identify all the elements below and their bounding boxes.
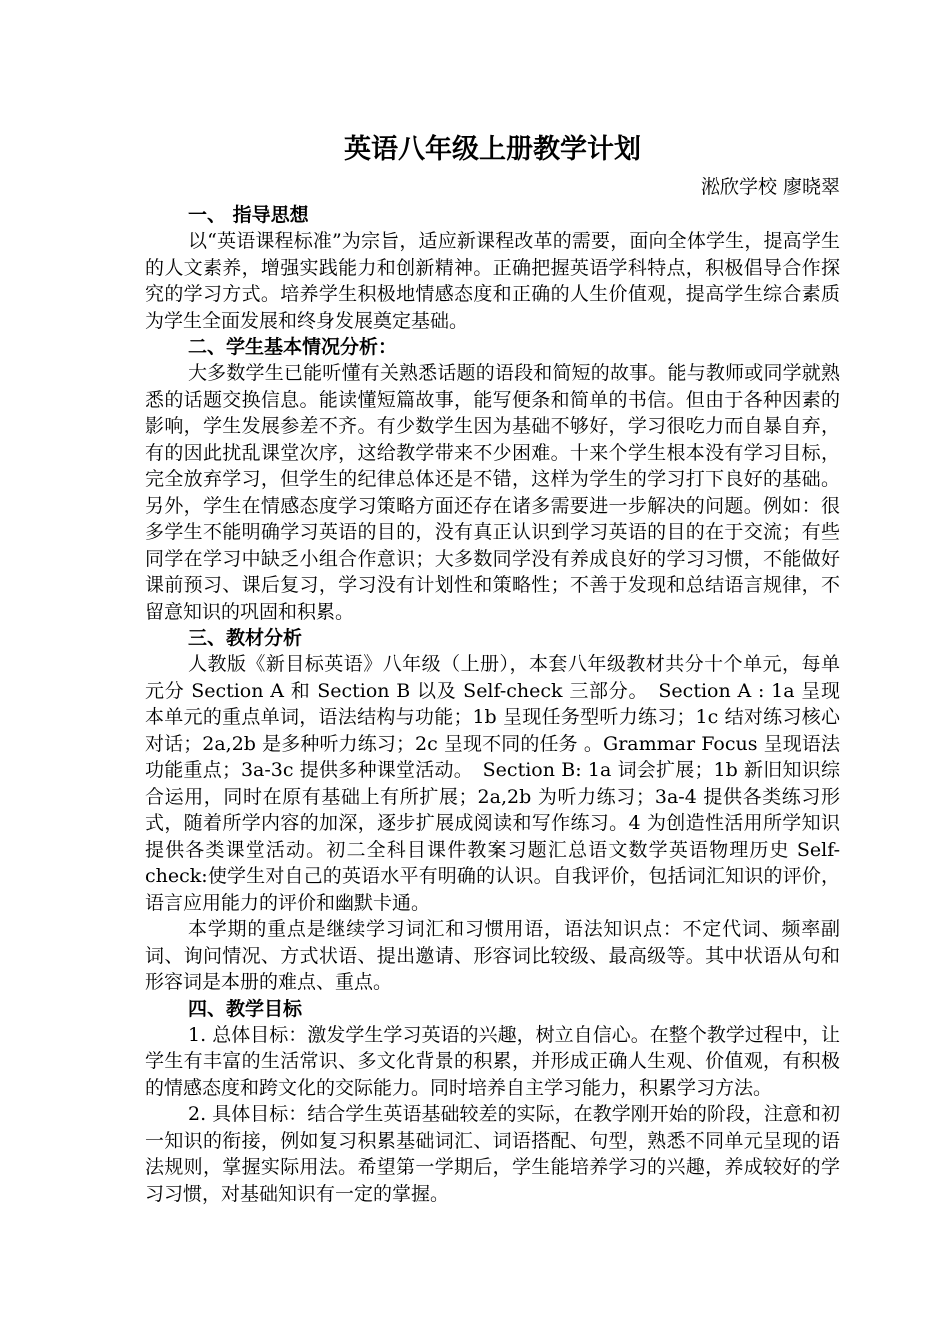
paragraph: 2. 具体目标：结合学生英语基础较差的实际，在教学刚开始的阶段，注意和初一知识的衔接，例如复习积累基础词汇、词语搭配、句型，熟悉不同单元呈现的语法规则，掌握实际用法。希望第一学期后，学生能培养学习的兴趣，养成较好的学习习惯，对基础知识有一定的掌握。 [145,1103,840,1205]
paragraph: 本学期的重点是继续学习词汇和习惯用语，语法知识点：不定代词、频率副词、询问情况、方式状语、提出邀请、形容词比较级、最高级等。其中状语从句和形容词是本册的难点、重点。 [145,918,840,993]
paragraph: 人教版《新目标英语》八年级（上册），本套八年级教材共分十个单元，每单元分 Section A 和 Section B 以及 Self-check 三部分。 Section A : 1a 呈现本单元的重点单词，语法结构与功能；1b 呈现任务型听力练习；1c 结对练习核心对话；2a,2b 是多种听力练习；2c 呈现不同的任务 。Grammar Focus 呈现语法功能重点；3a-3c 提供多种课堂活动。 Section B: 1a 词会扩展；1b 新旧知识综合运用，同时在原有基础上有所扩展；2a,2b 为听力练习；3a-4 提供各类练习形式，随着所学内容的加深，逐步扩展成阅读和写作练习。4 为创造性活用所学知识提供各类课堂活动。初二全科目课件教案习题汇总语文数学英语物理历史 Self-check:使学生对自己的英语水平有明确的认识。自我评价，包括词汇知识的评价，语言应用能力的评价和幽默卡通。 [145,653,840,914]
paragraph: 1. 总体目标：激发学生学习英语的兴趣，树立自信心。在整个教学过程中，让学生有丰富的生活常识、多文化背景的积累，并形成正确人生观、价值观，有积极的情感态度和跨文化的交际能力。同时培养自主学习能力，积累学习方法。 [145,1023,840,1099]
document-author: 淞欣学校 廖晓翠 [700,176,840,198]
section-heading: 二、学生基本情况分析： [188,336,398,358]
section-heading: 四、教学目标 [188,997,303,1020]
paragraph: 以“英语课程标准”为宗旨，适应新课程改革的需要，面向全体学生，提高学生的人文素养，增强实践能力和创新精神。正确把握英语学科特点，积极倡导合作探究的学习方式。培养学生积极地情感态度和正确的人生价值观，提高学生综合素质为学生全面发展和终身发展奠定基础。 [145,230,840,332]
section-heading: 三、教材分析 [188,627,303,649]
paragraph: 大多数学生已能听懂有关熟悉话题的语段和简短的故事。能与教师或同学就熟悉的话题交换信息。能读懂短篇故事，能写便条和简单的书信。但由于各种因素的影响，学生发展参差不齐。有少数学生因为基础不够好，学习很吃力而自暴自弃，有的因此扰乱课堂次序，这给教学带来不少困难。十来个学生根本没有学习目标，完全放弃学习，但学生的纪律总体还是不错，这样为学生的学习打下良好的基础。另外，学生在情感态度学习策略方面还存在诸多需要进一步解决的问题。例如：很多学生不能明确学习英语的目的，没有真正认识到学习英语的目的在于交流；有些同学在学习中缺乏小组合作意识；大多数同学没有养成良好的学习习惯，不能做好课前预习、课后复习，学习没有计划性和策略性；不善于发现和总结语言规律，不留意知识的巩固和积累。 [145,362,840,623]
document-title: 英语八年级上册教学计划 [344,134,641,165]
section-textbook-analysis [145,625,840,996]
section-teaching-goals [145,996,840,1208]
section-guiding-ideology [145,202,840,334]
section-student-analysis [145,334,840,625]
document-page [145,128,840,1207]
section-heading: 一、 指导思想 [188,204,309,226]
